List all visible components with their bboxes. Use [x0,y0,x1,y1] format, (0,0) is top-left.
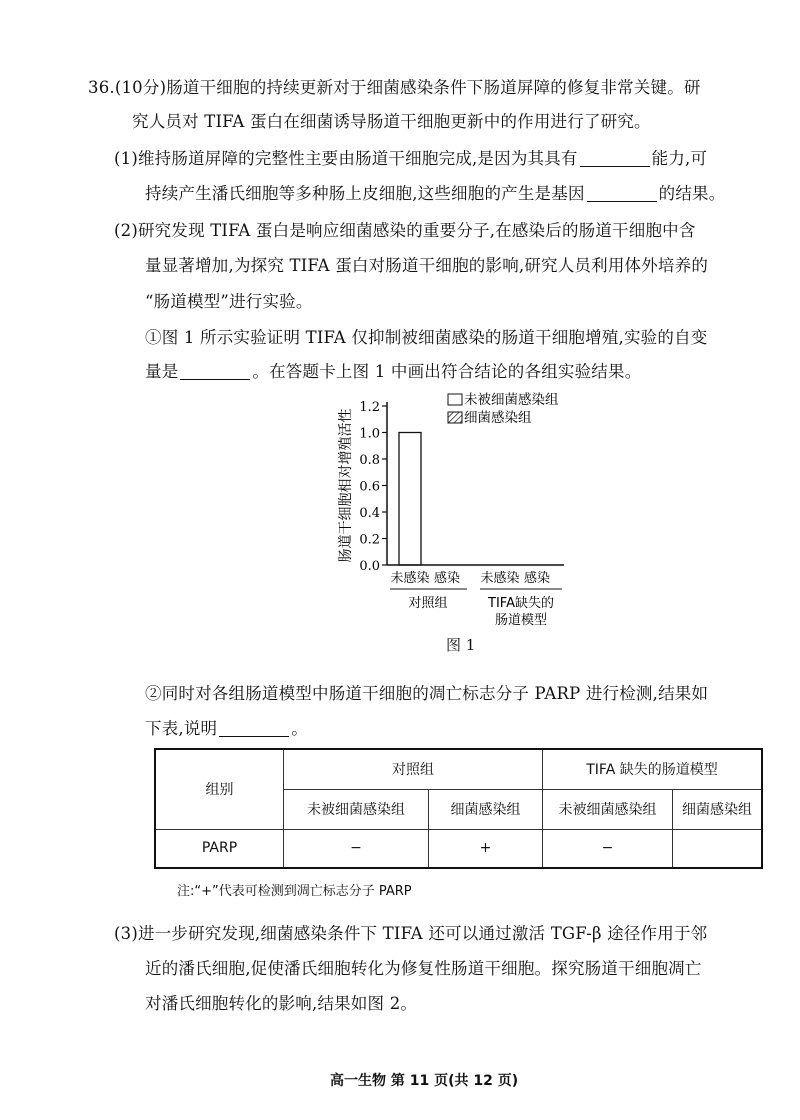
parp-table [154,748,763,869]
table-subheader: 未被细菌感染组 [543,789,673,829]
part1-line2 [145,180,725,204]
part1-line1-text-b: 能力,可 [651,149,708,168]
part2a-line2-text-a: 量是 [145,362,179,381]
part3-line2: 近的潘氏细胞,促使潘氏细胞转化为修复性肠道干细胞。探究肠道干细胞凋亡 [145,959,702,978]
part2b-line2 [145,715,308,739]
x-category-label: 未感染 [390,571,430,586]
y-tick-label: 1.0 [359,426,380,442]
part2-line1: (2)研究发现 TIFA 蛋白是响应细菌感染的重要分子,在感染后的肠道干细胞中含 [114,221,696,240]
chart-legend [448,391,559,426]
answer-blank-2[interactable] [587,185,657,203]
table-row-label: PARP [155,829,284,868]
table-cell [673,829,763,868]
chart-bars [399,433,421,566]
part1-line1 [114,145,707,169]
y-tick-label: 1.2 [359,400,380,415]
group-label-tifa: TIFA缺失的 [488,596,554,611]
table-header-control: 对照组 [284,749,543,789]
chart-x-axis [387,565,564,628]
part2b-line2-text-b: 。 [291,719,308,738]
part1-line2-text-b: 的结果。 [658,184,726,203]
part2a-line1: ①图 1 所示实验证明 TIFA 仅抑制被细菌感染的肠道干细胞增殖,实验的自变 [145,328,708,347]
table-cell: − [284,829,429,868]
part3-line1: (3)进一步研究发现,细菌感染条件下 TIFA 还可以通过激活 TGF-β 途径作用于邻 [114,924,708,943]
question-stem-line2: 究人员对 TIFA 蛋白在细菌诱导肠道干细胞更新中的作用进行了研究。 [132,112,651,131]
y-tick-label: 0.4 [359,506,380,521]
question-stem-line1: 36.(10分)肠道干细胞的持续更新对于细菌感染条件下肠道屏障的修复非常关键。研 [88,78,701,97]
legend-swatch-uninfected [448,394,462,405]
part2a-line2 [145,358,641,382]
x-category-label: 感染 [523,571,551,586]
table-subheader: 细菌感染组 [429,789,543,829]
table-header-group: 组别 [155,749,284,829]
part1-line1-text-a: (1)维持肠道屏障的完整性主要由肠道干细胞完成,是因为其具有 [114,149,578,168]
y-tick-label: 0.8 [359,453,380,468]
chart-ylabel [337,409,354,563]
part2b-line1: ②同时对各组肠道模型中肠道干细胞的凋亡标志分子 PARP 进行检测,结果如 [145,684,709,703]
group-label-tifa-2: 肠道模型 [494,613,548,628]
y-tick-label: 0.2 [359,532,380,548]
chart-ylabel-text: 肠道干细胞相对增殖活性 [338,408,354,563]
y-tick-label: 0.6 [359,479,380,495]
part2-line2: 量显著增加,为探究 TIFA 蛋白对肠道干细胞的影响,研究人员利用体外培养的 [145,256,709,275]
legend-label-infected: 细菌感染组 [464,410,532,426]
table-row [155,829,762,868]
x-category-label: 未感染 [480,571,520,586]
answer-blank-3[interactable] [180,363,250,381]
figure1-caption: 图 1 [446,636,476,654]
answer-blank-1[interactable] [580,150,650,168]
y-tick-label: 0.0 [359,559,380,574]
page-footer: 高一生物 第 11 页(共 12 页) [330,1073,519,1089]
x-category-label: 感染 [433,571,461,586]
chart-bar [399,433,421,566]
legend-swatch-infected [448,412,462,423]
part2a-line2-text-b: 。在答题卡上图 1 中画出符合结论的各组实验结果。 [252,362,642,381]
figure1-chart [330,388,590,628]
legend-label-uninfected: 未被细菌感染组 [464,392,559,408]
table-subheader: 未被细菌感染组 [284,789,429,829]
answer-blank-4[interactable] [219,720,289,738]
chart-y-axis [359,400,387,574]
table-note: 注:“+”代表可检测到凋亡标志分子 PARP [177,884,412,899]
part3-line3: 对潘氏细胞转化的影响,结果如图 2。 [145,994,418,1013]
group-label-control: 对照组 [408,596,448,611]
table-cell: − [543,829,673,868]
table-header-tifa: TIFA 缺失的肠道模型 [543,749,763,789]
part2-line3: “肠道模型”进行实验。 [145,292,313,311]
part1-line2-text-a: 持续产生潘氏细胞等多种肠上皮细胞,这些细胞的产生是基因 [145,184,585,203]
table-subheader: 细菌感染组 [673,789,763,829]
table-cell: + [429,829,543,868]
part2b-line2-text-a: 下表,说明 [145,719,218,738]
